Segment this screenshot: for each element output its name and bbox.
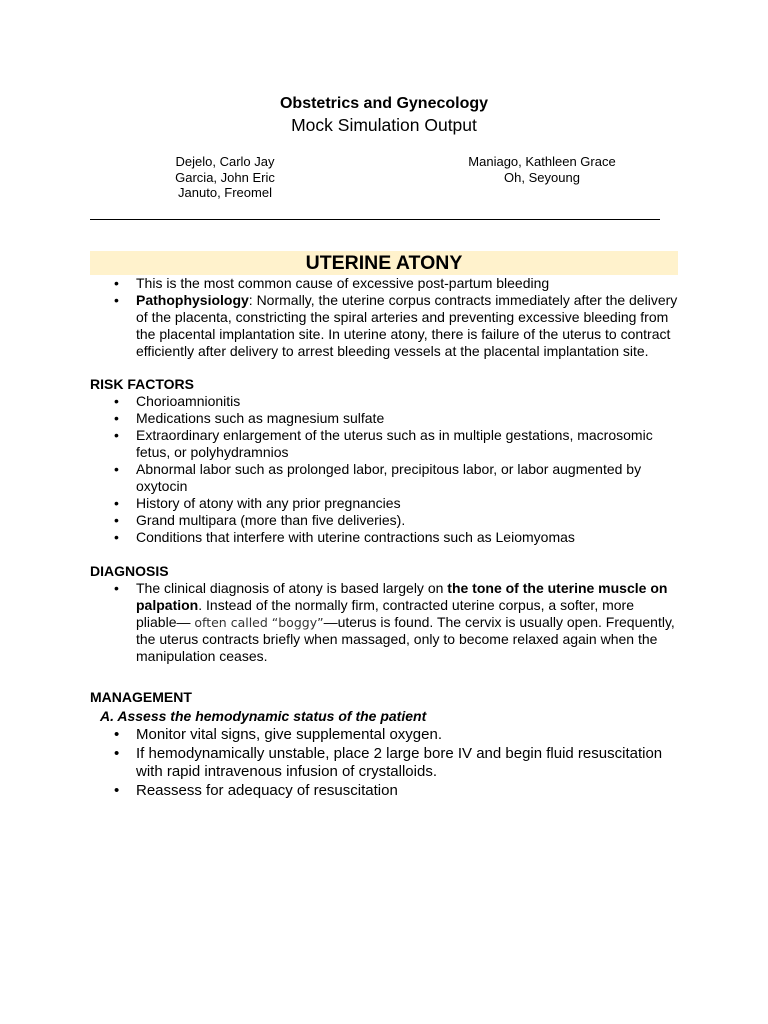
intro-list xyxy=(90,275,678,360)
bullet-icon: • xyxy=(114,495,119,511)
list-item xyxy=(90,292,678,360)
authors-left xyxy=(150,154,300,201)
author-name: Dejelo, Carlo Jay xyxy=(175,154,275,169)
diagnosis-heading: DIAGNOSIS xyxy=(90,563,169,579)
list-item xyxy=(90,745,678,782)
list-item-text: This is the most common cause of excessive post-partum bleeding xyxy=(136,275,550,291)
bullet-icon: • xyxy=(114,580,119,596)
list-item-text: Monitor vital signs, give supplemental oxygen. xyxy=(136,726,442,743)
diagnosis-list xyxy=(90,580,678,665)
management-heading: MANAGEMENT xyxy=(90,689,192,705)
bullet-icon: • xyxy=(114,744,120,762)
list-item xyxy=(90,461,678,495)
list-item xyxy=(90,782,678,801)
list-item-text: History of atony with any prior pregnancies xyxy=(136,495,401,511)
bullet-icon: • xyxy=(114,410,119,426)
topic-title: UTERINE ATONY xyxy=(305,252,463,274)
list-item xyxy=(90,393,678,410)
horizontal-divider xyxy=(90,219,660,220)
list-item-text: Abnormal labor such as prolonged labor, precipitous labor, or labor augmented by oxytocin xyxy=(136,461,642,494)
management-subheading: A. Assess the hemodynamic status of the patient xyxy=(100,708,427,724)
document-subtitle: Mock Simulation Output xyxy=(291,115,477,135)
author-name: Maniago, Kathleen Grace xyxy=(468,154,616,169)
list-item xyxy=(90,410,678,427)
pathophysiology-text: : Normally, the uterine corpus contracts immediately after the delivery of the placenta, constricting the spiral arteries and preventing excessive bleeding from the placental implantation site. In uterine atony, there is failure of the uterus to contract efficiently after delivery to arrest bleeding vessels at the placental implantation site. xyxy=(136,292,678,359)
bullet-icon: • xyxy=(114,726,120,743)
bullet-icon: • xyxy=(114,292,119,308)
list-item xyxy=(90,275,678,292)
diagnosis-text-middle: . Instead of the normally firm, contracted uterine corpus, a softer, more pliable— xyxy=(136,597,634,630)
diagnosis-emphasis: the tone of the uterine muscle on palpation xyxy=(136,580,668,613)
diagnosis-text-end: —uterus is found. The cervix is usually open. Frequently, the uterus contracts briefly when massaged, only to become relaxed again when the manipulation ceases. xyxy=(136,614,675,664)
bullet-icon: • xyxy=(114,461,119,477)
risk-factors-heading: RISK FACTORS xyxy=(90,376,194,392)
authors-right xyxy=(442,154,642,185)
list-item xyxy=(90,580,678,665)
author-name: Januto, Freomel xyxy=(178,185,272,200)
management-list xyxy=(90,726,678,800)
list-item-text: Medications such as magnesium sulfate xyxy=(136,410,385,426)
course-title: Obstetrics and Gynecology xyxy=(279,95,489,112)
pathophysiology-label: Pathophysiology xyxy=(136,292,249,308)
list-item xyxy=(90,512,678,529)
author-name: Garcia, John Eric xyxy=(175,169,275,185)
list-item-text: Chorioamnionitis xyxy=(136,393,241,409)
bullet-icon: • xyxy=(114,529,119,545)
list-item-text: Conditions that interfere with uterine contractions such as Leiomyomas xyxy=(136,529,575,545)
document-body xyxy=(90,275,678,800)
list-item xyxy=(90,495,678,512)
bullet-icon: • xyxy=(114,275,119,291)
list-item xyxy=(90,427,678,461)
risk-factors-list xyxy=(90,393,678,546)
boggy-note: often called “boggy” xyxy=(194,615,324,630)
bullet-icon: • xyxy=(114,512,119,528)
list-item xyxy=(90,726,678,745)
bullet-icon: • xyxy=(114,393,119,409)
list-item-text: Extraordinary enlargement of the uterus such as in multiple gestations, macrosomic fetus, or polyhydramnios xyxy=(136,427,653,460)
author-name: Oh, Seyoung xyxy=(504,169,580,185)
bullet-icon: • xyxy=(114,427,119,443)
diagnosis-text-start: The clinical diagnosis of atony is based largely on xyxy=(136,580,448,596)
list-item xyxy=(90,529,678,546)
list-item-text: Grand multipara (more than five deliveries). xyxy=(136,512,406,528)
bullet-icon: • xyxy=(114,781,120,799)
list-item-text: Reassess for adequacy of resuscitation xyxy=(136,781,398,799)
list-item-text: If hemodynamically unstable, place 2 large bore IV and begin fluid resuscitation with rapid intravenous infusion of crystalloids. xyxy=(136,744,663,780)
